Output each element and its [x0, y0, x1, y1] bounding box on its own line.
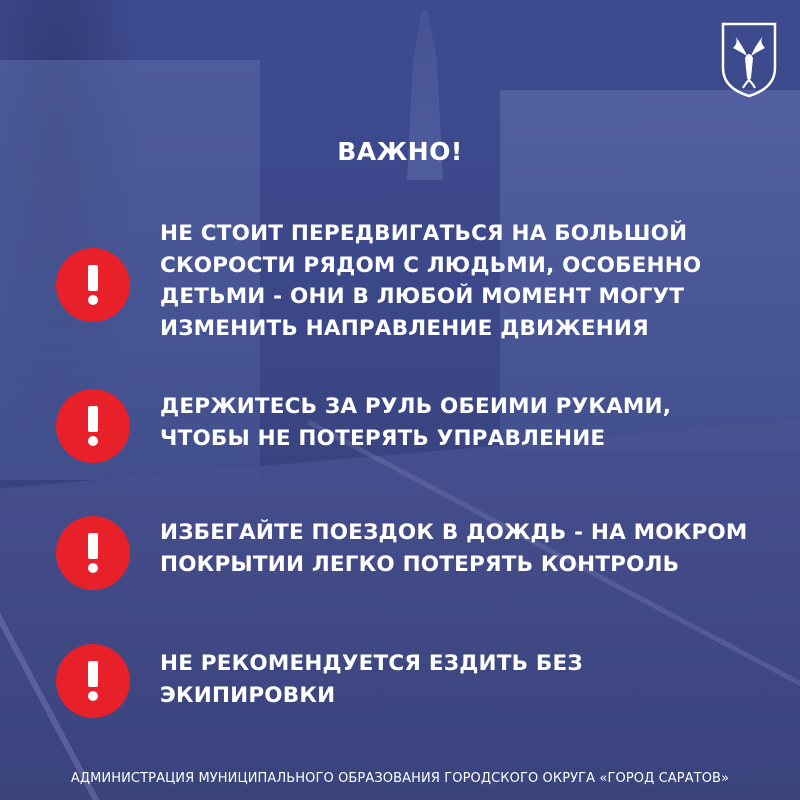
saratov-coat-of-arms-icon	[721, 22, 777, 98]
exclamation-icon	[56, 248, 130, 322]
item-text: НЕ РЕКОМЕНДУЕТСЯ ЕЗДИТЬ БЕЗ ЭКИПИРОВКИ	[160, 651, 583, 708]
exclamation-icon	[56, 516, 130, 590]
page-title: ВАЖНО!	[337, 137, 463, 166]
footer-organization: АДМИНИСТРАЦИЯ МУНИЦИПАЛЬНОГО ОБРАЗОВАНИЯ ГОРОДСКОГО ОКРУГА «ГОРОД САРАТОВ»	[70, 771, 730, 786]
exclamation-icon	[56, 389, 130, 463]
item-text: ДЕРЖИТЕСЬ ЗА РУЛЬ ОБЕИМИ РУКАМИ, ЧТОБЫ НЕ ПОТЕРЯТЬ УПРАВЛЕНИЕ	[160, 394, 672, 451]
item-text: ИЗБЕГАЙТЕ ПОЕЗДОК В ДОЖДЬ - НА МОКРОМ ПОКРЫТИИ ЛЕГКО ПОТЕРЯТЬ КОНТРОЛЬ	[160, 520, 748, 577]
exclamation-icon	[56, 644, 130, 718]
item-text: НЕ СТОИТ ПЕРЕДВИГАТЬСЯ НА БОЛЬШОЙ СКОРОСТИ РЯДОМ С ЛЮДЬМИ, ОСОБЕННО ДЕТЬМИ - ОНИ В ЛЮБОЙ МОМЕНТ МОГУТ ИЗМЕНИТЬ НАПРАВЛЕНИЕ ДВИЖЕНИЯ	[160, 221, 702, 341]
